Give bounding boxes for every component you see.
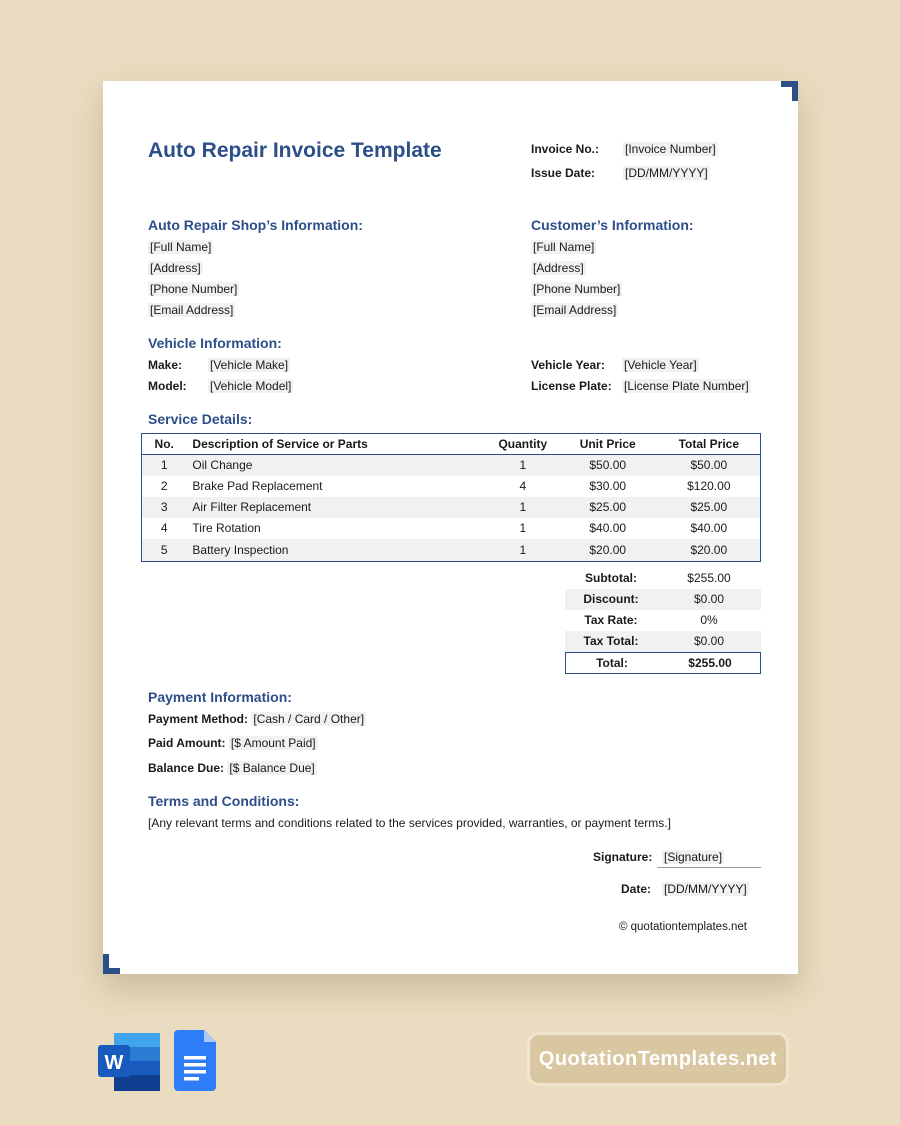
balance-due-label: Balance Due:	[148, 761, 225, 775]
signature-line	[657, 867, 761, 868]
shop-phone[interactable]: [Phone Number]	[150, 282, 238, 296]
service-table	[141, 433, 761, 562]
row-total-price: $40.00	[690, 521, 728, 535]
row-description[interactable]: Air Filter Replacement	[186, 497, 487, 518]
row-unit-price[interactable]: $25.00	[558, 497, 658, 518]
row-description[interactable]: Battery Inspection	[186, 539, 487, 562]
tax-rate-row	[565, 610, 761, 631]
row-unit-price[interactable]: $50.00	[558, 455, 658, 476]
payment-method-line	[148, 712, 366, 726]
invoice-no-value[interactable]: [Invoice Number]	[625, 142, 716, 156]
google-docs-icon[interactable]	[174, 1030, 216, 1091]
tax-total-label: Tax Total:	[583, 634, 639, 648]
table-row	[142, 518, 761, 539]
terms-text[interactable]: [Any relevant terms and conditions related to the services provided, warranties, or payment terms.]	[148, 816, 671, 830]
vehicle-make-value[interactable]: [Vehicle Make]	[210, 358, 289, 372]
row-quantity[interactable]: 1	[488, 539, 558, 562]
balance-due-line	[148, 761, 317, 775]
row-total-price: $120.00	[687, 479, 731, 493]
corner-bracket-top-right-icon	[781, 81, 798, 101]
row-no: 2	[160, 479, 168, 493]
signature-label: Signature:	[593, 850, 653, 864]
invoice-no-label: Invoice No.:	[531, 142, 600, 156]
customer-info-heading: Customer’s Information:	[531, 217, 694, 233]
col-header-quantity: Quantity	[488, 434, 558, 455]
issue-date-value[interactable]: [DD/MM/YYYY]	[625, 166, 708, 180]
discount-value[interactable]: $0.00	[693, 592, 725, 606]
license-plate-value[interactable]: [License Plate Number]	[624, 379, 749, 393]
row-no: 4	[160, 521, 168, 535]
subtotal-label: Subtotal:	[585, 571, 637, 585]
signature-value[interactable]: [Signature]	[664, 850, 723, 864]
payment-method-label: Payment Method:	[148, 712, 249, 726]
signature-date-value[interactable]: [DD/MM/YYYY]	[664, 882, 747, 896]
shop-full-name[interactable]: [Full Name]	[150, 240, 212, 254]
invoice-page	[103, 81, 798, 974]
grand-total-row	[565, 652, 761, 674]
issue-date-label: Issue Date:	[531, 166, 596, 180]
brand-badge[interactable]: QuotationTemplates.net	[527, 1032, 789, 1086]
row-quantity[interactable]: 4	[519, 479, 527, 493]
terms-heading: Terms and Conditions:	[148, 793, 300, 809]
customer-full-name[interactable]: [Full Name]	[533, 240, 595, 254]
tax-total-value: $0.00	[693, 634, 725, 648]
signature-date-label: Date:	[621, 882, 652, 896]
tax-rate-label: Tax Rate:	[584, 613, 638, 627]
invoice-title: Auto Repair Invoice Template	[148, 139, 442, 162]
balance-due-value[interactable]: [$ Balance Due]	[229, 761, 315, 775]
row-quantity[interactable]: 1	[519, 521, 527, 535]
service-details-heading: Service Details:	[148, 411, 253, 427]
subtotal-row	[565, 568, 761, 589]
tax-total-row	[565, 631, 761, 652]
vehicle-make-label: Make:	[148, 358, 183, 372]
shop-info-heading: Auto Repair Shop’s Information:	[148, 217, 363, 233]
col-header-total-price: Total Price	[658, 434, 761, 455]
customer-phone[interactable]: [Phone Number]	[533, 282, 621, 296]
discount-label: Discount:	[583, 592, 639, 606]
tax-rate-value[interactable]: 0%	[700, 613, 718, 627]
corner-bracket-bottom-left-icon	[103, 954, 120, 974]
payment-info-heading: Payment Information:	[148, 689, 292, 705]
shop-address[interactable]: [Address]	[150, 261, 201, 275]
copyright-notice: © quotationtemplates.net	[618, 921, 747, 933]
subtotal-value: $255.00	[687, 571, 731, 585]
vehicle-info-heading: Vehicle Information:	[148, 335, 282, 351]
row-unit-price[interactable]: $40.00	[589, 521, 627, 535]
discount-row	[565, 589, 761, 610]
col-header-unit-price: Unit Price	[558, 434, 658, 455]
shop-email[interactable]: [Email Address]	[150, 303, 234, 317]
row-unit-price[interactable]: $30.00	[589, 479, 627, 493]
row-no: 5	[142, 539, 187, 562]
table-row	[142, 476, 761, 497]
col-header-description: Description of Service or Parts	[186, 434, 487, 455]
customer-address[interactable]: [Address]	[533, 261, 584, 275]
vehicle-model-value[interactable]: [Vehicle Model]	[210, 379, 292, 393]
service-table-header	[142, 434, 761, 455]
svg-text:W: W	[104, 1052, 124, 1074]
table-row	[142, 539, 761, 562]
row-unit-price[interactable]: $20.00	[558, 539, 658, 562]
row-description[interactable]: Tire Rotation	[192, 521, 261, 535]
row-no: 1	[142, 455, 187, 476]
row-description[interactable]: Oil Change	[186, 455, 487, 476]
license-plate-label: License Plate:	[531, 379, 612, 393]
row-total-price: $50.00	[658, 455, 761, 476]
row-quantity[interactable]: 1	[488, 497, 558, 518]
total-value: $255.00	[688, 656, 732, 670]
customer-email[interactable]: [Email Address]	[533, 303, 617, 317]
row-total-price: $25.00	[658, 497, 761, 518]
paid-amount-line	[148, 736, 318, 750]
vehicle-year-value[interactable]: [Vehicle Year]	[624, 358, 697, 372]
table-row	[142, 497, 761, 518]
table-row	[142, 455, 761, 476]
paid-amount-label: Paid Amount:	[148, 736, 226, 750]
col-header-no: No.	[142, 434, 187, 455]
vehicle-model-label: Model:	[148, 379, 187, 393]
microsoft-word-icon[interactable]	[98, 1033, 160, 1091]
payment-method-value[interactable]: [Cash / Card / Other]	[253, 712, 365, 726]
row-description[interactable]: Brake Pad Replacement	[192, 479, 323, 493]
row-total-price: $20.00	[658, 539, 761, 562]
row-quantity[interactable]: 1	[488, 455, 558, 476]
total-label: Total:	[596, 656, 628, 670]
row-no: 3	[142, 497, 187, 518]
vehicle-year-label: Vehicle Year:	[531, 358, 605, 372]
paid-amount-value[interactable]: [$ Amount Paid]	[230, 736, 316, 750]
